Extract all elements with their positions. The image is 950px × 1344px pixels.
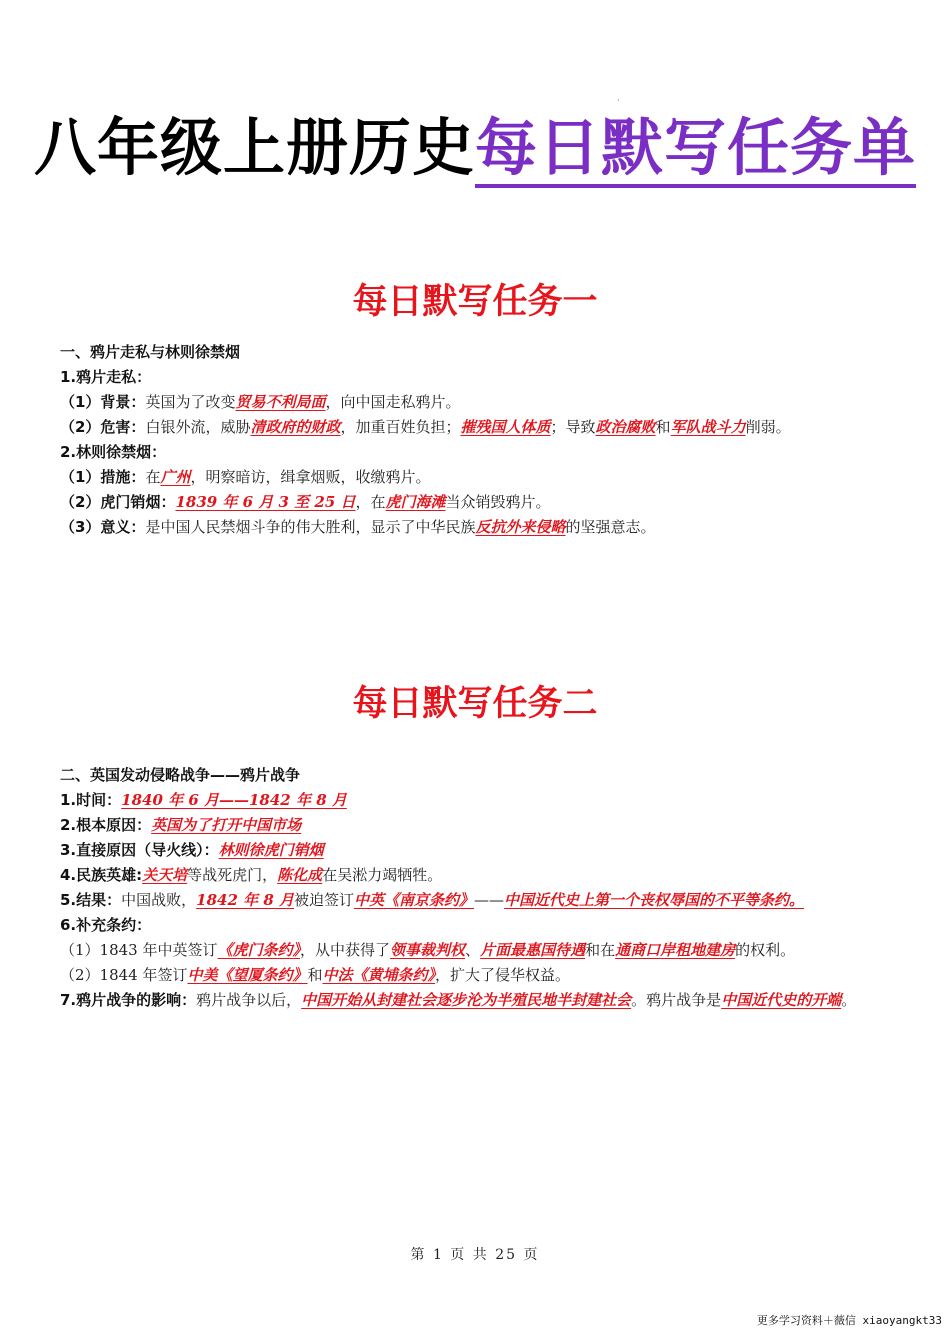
- task2-item2: [60, 813, 900, 838]
- task2-section-title: 二、英国发动侵略战争——鸦片战争: [60, 766, 301, 784]
- answer-separator: ——: [219, 791, 249, 809]
- label: （2）危害：: [60, 418, 146, 436]
- text: ——: [474, 891, 505, 909]
- task2-item3: [60, 838, 900, 863]
- text: ，在: [355, 493, 386, 511]
- label: 5.结果：: [60, 891, 122, 909]
- text: ，向中国走私鸦片。: [325, 393, 461, 411]
- text: 在吴淞力竭牺牲。: [322, 866, 443, 884]
- answer: 1842 年 8 月: [249, 791, 347, 809]
- answer: 中美《望厦条约》: [187, 966, 308, 984]
- text: 和: [307, 966, 323, 984]
- label: （1）背景：: [60, 393, 146, 411]
- answer: 中国开始从封建社会逐步沦为半殖民地半封建社会: [301, 991, 632, 1009]
- answer: 片面最惠国待遇: [480, 941, 586, 959]
- text: 。鸦片战争是: [631, 991, 722, 1009]
- answer: 英国为了打开中国市场: [151, 816, 302, 834]
- text: 当众销毁鸦片。: [445, 493, 551, 511]
- page-number: 第 1 页 共 25 页: [410, 1247, 540, 1263]
- text: ，明察暗访，缉拿烟贩，收缴鸦片。: [190, 468, 431, 486]
- answer: 贸易不利局面: [235, 393, 326, 411]
- text: 中国战败，: [121, 891, 197, 909]
- answer: 政治腐败: [595, 418, 656, 436]
- task2-item1: [60, 788, 900, 813]
- text: 等战死虎门，: [187, 866, 278, 884]
- task1-s1-title: 1.鸦片走私：: [60, 368, 152, 386]
- answer: 虎门海滩: [385, 493, 446, 511]
- text: 鸦片战争以后，: [196, 991, 302, 1009]
- task2-item6-1: [60, 938, 900, 963]
- answer: 中国近代史上第一个丧权辱国的不平等条约。: [504, 891, 805, 909]
- text: （2）1844 年签订: [60, 966, 188, 984]
- answer: 清政府的财政: [250, 418, 341, 436]
- answer: 中英《南京条约》: [354, 891, 475, 909]
- label: （3）意义：: [60, 518, 146, 536]
- answer: 反抗外来侵略: [475, 518, 566, 536]
- answer: 1840 年 6 月: [121, 791, 219, 809]
- label: 3.直接原因（导火线）：: [60, 841, 219, 859]
- text: 的坚强意志。: [565, 518, 656, 536]
- text: 是中国人民禁烟斗争的伟大胜利，显示了中华民族: [145, 518, 476, 536]
- text: 英国为了改变: [145, 393, 236, 411]
- answer: 中法《黄埔条约》: [322, 966, 436, 984]
- text: 和: [655, 418, 671, 436]
- task1-s2-1: [60, 465, 900, 490]
- text: 被迫签订: [294, 891, 355, 909]
- label: 7.鸦片战争的影响：: [60, 991, 197, 1009]
- task1-s2-title: 2.林则徐禁烟：: [60, 443, 167, 461]
- task2-item7: [60, 988, 900, 1013]
- task1-section-title: 一、鸦片走私与林则徐禁烟: [60, 343, 241, 361]
- answer: 领事裁判权: [390, 941, 466, 959]
- label: 2.根本原因：: [60, 816, 152, 834]
- task2-item4: [60, 863, 900, 888]
- title-black-part: 八年级上册历史: [33, 111, 475, 184]
- task2-section: [60, 763, 900, 1013]
- page-title: [0, 108, 950, 188]
- text: 。: [841, 991, 857, 1009]
- task2-item5: [60, 888, 900, 913]
- text: ，加重百姓负担；: [340, 418, 461, 436]
- task1-heading: 每日默写任务一: [352, 282, 598, 322]
- text: 、: [465, 941, 481, 959]
- answer: 关天培: [142, 866, 188, 884]
- text: 和在: [585, 941, 616, 959]
- label: 4.民族英雄:: [60, 866, 143, 884]
- task2-heading: 每日默写任务二: [352, 684, 598, 724]
- label: 1.时间：: [60, 791, 122, 809]
- answer: 通商口岸租地建房: [615, 941, 736, 959]
- task1-s1-1: [60, 390, 900, 415]
- text: ，扩大了侵华权益。: [435, 966, 571, 984]
- label: （2）虎门销烟：: [60, 493, 176, 511]
- answer: 军队战斗力: [670, 418, 746, 436]
- text: 白银外流，威胁: [145, 418, 251, 436]
- task2-item6-2: [60, 963, 900, 988]
- answer: 中国近代史的开端: [721, 991, 842, 1009]
- task1-s1-2: [60, 415, 900, 440]
- text: 的权利。: [735, 941, 796, 959]
- task1-section: [60, 340, 900, 540]
- text: 削弱。: [745, 418, 791, 436]
- answer: 1839 年 6 月 3 至 25 日: [175, 493, 356, 511]
- footer-note: 更多学习资料＋薇信 xiaoyangkt33: [756, 1314, 942, 1327]
- task2-item6-title: 6.补充条约：: [60, 916, 152, 934]
- text: ；导致: [550, 418, 596, 436]
- text: ，从中获得了: [300, 941, 391, 959]
- task1-s2-2: [60, 490, 900, 515]
- answer: 陈化成: [277, 866, 323, 884]
- text: （1）1843 年中英签订: [60, 941, 218, 959]
- text: 在: [145, 468, 161, 486]
- answer: 广州: [160, 468, 191, 486]
- answer: 摧残国人体质: [460, 418, 551, 436]
- tiny-mark: ·: [617, 96, 620, 105]
- answer: 《虎门条约》: [217, 941, 301, 959]
- answer: 1842 年 8 月: [196, 891, 295, 909]
- answer: 林则徐虎门销烟: [218, 841, 324, 859]
- label: （1）措施：: [60, 468, 146, 486]
- task1-s2-3: [60, 515, 900, 540]
- title-purple-part: 每日默写任务单: [475, 111, 916, 188]
